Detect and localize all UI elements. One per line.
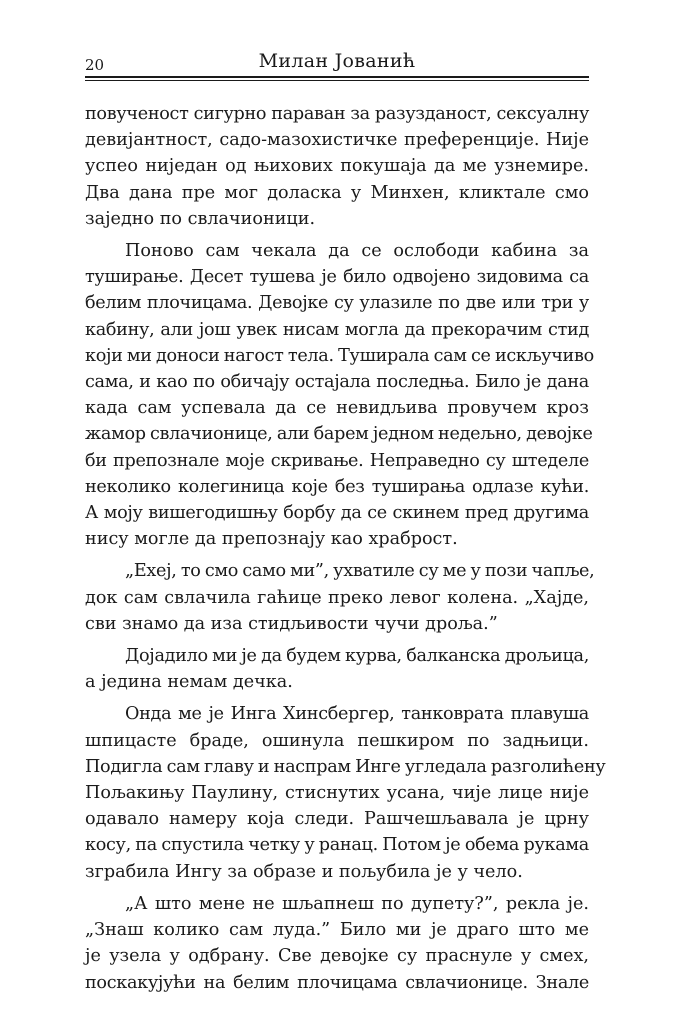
paragraph [85,238,594,552]
paragraph [85,101,589,232]
page-number: 20 [85,56,105,74]
text-line: је узела у одбрану. Све девојке су праснуле у смех, [85,946,589,967]
text-line: зграбила Ингу за образе и пољубила је у чело. [85,861,523,882]
text-line: „А што мене не шљапнеш по дупету?”, рекла је. [125,893,589,914]
text-line: док сам свлачила гаћице преко левог колена. „Хајде, [85,587,589,608]
text-line: Подигла сам главу и наспрам Инге угледала разголићену [85,756,606,777]
text-line: Онда ме је Инга Хинсбергер, танковрата плавуша [125,704,589,725]
paragraph [85,643,589,695]
text-line: сви знамо да иза стидљивости чучи дроља.” [85,613,498,634]
text-line: повученост сигурно параван за разузданост, сексуалну [85,104,589,124]
paragraph [85,891,589,996]
text-line: нису могле да препознају као храброст. [85,529,458,550]
paragraph [85,558,595,637]
text-line: неколико колегиница које без туширања одлазе кући. [85,476,589,497]
text-line: шпицасте браде, ошинула пешкиром по задњици. [85,730,589,751]
text-line: а једина немам дечка. [85,672,293,693]
text-line: који ми доноси нагост тела. Туширала сам се искључиво [85,345,594,366]
text-line: сама, и као по обичају остајала последња. Било је дана [85,372,589,393]
text-line: кабину, али још увек нисам могла да прекорачим стид [85,319,589,340]
text-line: успео ниједан од њихових покушаја да ме узнемире. [85,156,589,177]
text-line: када сам успевала да се невидљива провучем кроз [85,398,589,419]
header-rule-thick [85,76,589,78]
body-text [85,101,606,1002]
text-line: жамор свлачионице, али барем једном недељно, девојке [85,424,593,445]
text-line: белим плочицама. Девојке су улазиле по две или три у [85,293,589,314]
text-line: „Ехеј, то смо само ми”, ухватиле су ме у пози чапље, [125,561,595,582]
text-line: Два дана пре мог доласка у Минхен, кликтале смо [85,182,589,203]
paragraph [85,701,606,884]
text-line: Поново сам чекала да се ослободи кабина за [125,241,589,262]
text-line: девијантност, садо-мазохистичке преференције. Није [85,130,589,151]
text-line: би препознале моје скривање. Неправедно су штеделе [85,450,589,471]
running-title: Милан Јованић [258,50,416,72]
text-line: заједно по свлачионици. [85,208,316,229]
text-line: туширање. Десет тушева је било одвојено зидовима са [85,267,589,288]
header-rule-thin [85,80,589,81]
text-line: Пољакињу Паулину, стиснутих усана, чије лице није [85,783,589,804]
text-line: „Знаш колико сам луда.” Било ми је драго што ме [85,920,589,941]
text-line: косу, па спустила четку у ранац. Потом је обема рукама [85,835,589,856]
text-line: поскакујући на белим плочицама свлачионице. Знале [85,972,589,993]
page-header [85,40,589,80]
text-line: Дојадило ми је да будем курва, балканска дрољица, [125,646,589,667]
text-line: одавало намеру која следи. Рашчешљавала је црну [85,809,589,830]
text-line: А моју вишегодишњу борбу да се скинем пред другима [85,503,589,524]
